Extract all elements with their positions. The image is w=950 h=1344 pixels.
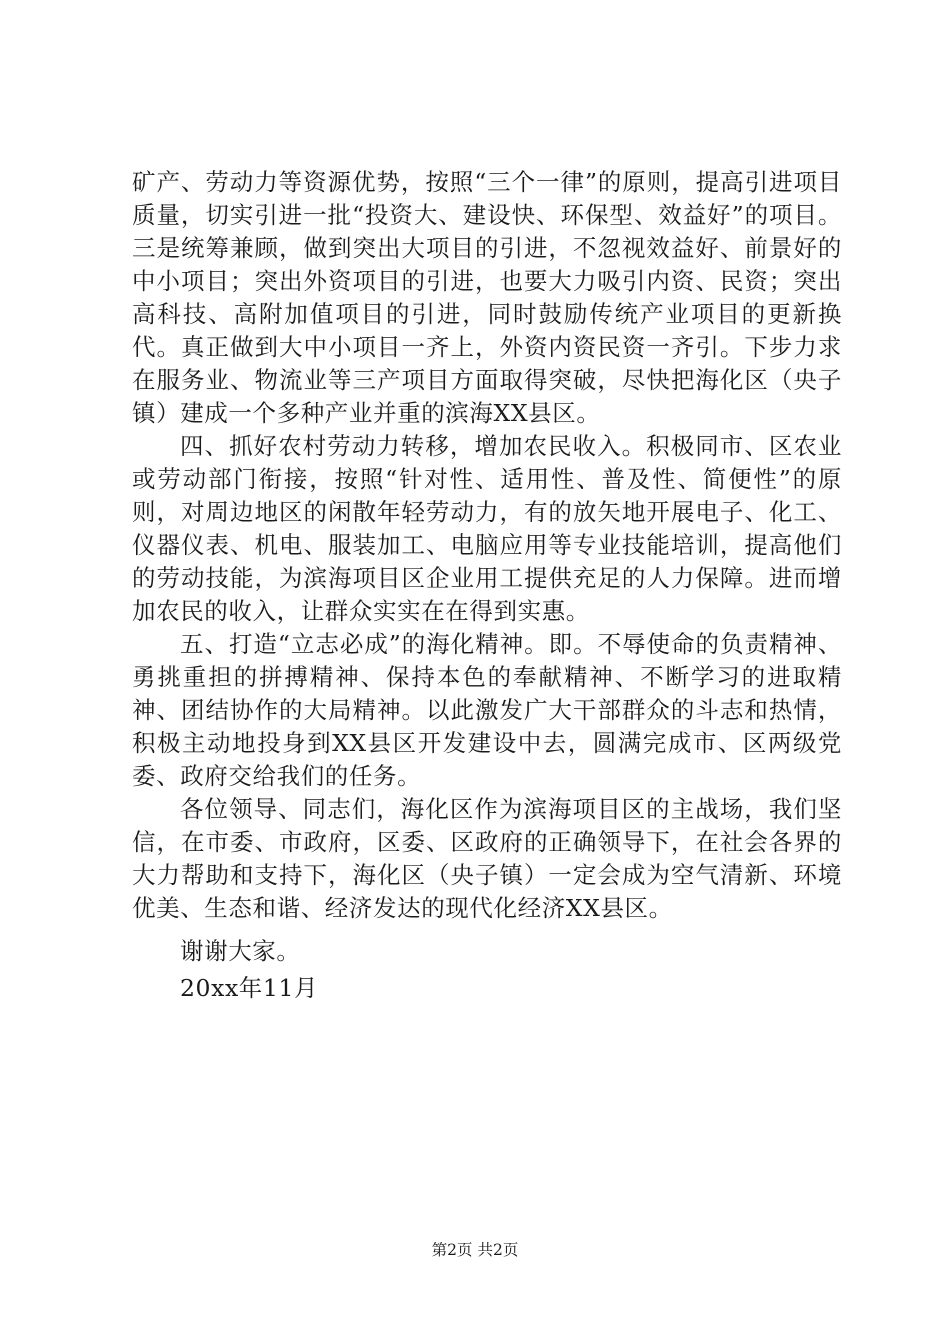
page-indicator: 第2页 共2页	[431, 1241, 519, 1259]
document-body	[132, 166, 842, 925]
document-date: 20xx年11月	[180, 974, 319, 1002]
closing-thanks: 谢谢大家。	[180, 937, 301, 965]
paragraph-conclusion: 各位领导、同志们，海化区作为滨海项目区的主战场，我们坚信，在市委、市政府，区委、区政府的正确领导下，在社会各界的大力帮助和支持下，海化区（央子镇）一定会成为空气清新、环境优美、生态和谐、经济发达的现代化经济XX县区。	[132, 795, 842, 922]
closing-block	[180, 933, 318, 1007]
paragraph-section-four: 四、抓好农村劳动力转移，增加农民收入。积极同市、区农业或劳动部门衔接，按照“针对性、适用性、普及性、简便性”的原则，对周边地区的闲散年轻劳动力，有的放矢地开展电子、化工、仪器仪表、机电、服装加工、电脑应用等专业技能培训，提高他们的劳动技能，为滨海项目区企业用工提供充足的人力保障。进而增加农民的收入，让群众实实在在得到实惠。	[132, 432, 842, 625]
paragraph-section-five: 五、打造“立志必成”的海化精神。即。不辱使命的负责精神、勇挑重担的拼搏精神、保持本色的奉献精神、不断学习的进取精神、团结协作的大局精神。以此激发广大干部群众的斗志和热情，积极主动地投身到XX县区开发建设中去，圆满完成市、区两级党委、政府交给我们的任务。	[132, 630, 842, 790]
page-footer	[0, 1240, 950, 1260]
paragraph-continuation: 矿产、劳动力等资源优势，按照“三个一律”的原则，提高引进项目质量，切实引进一批“投资大、建设快、环保型、效益好”的项目。三是统筹兼顾，做到突出大项目的引进，不忽视效益好、前景好的中小项目；突出外资项目的引进，也要大力吸引内资、民资；突出高科技、高附加值项目的引进，同时鼓励传统产业项目的更新换代。真正做到大中小项目一齐上，外资内资民资一齐引。下步力求在服务业、物流业等三产项目方面取得突破，尽快把海化区（央子镇）建成一个多种产业并重的滨海XX县区。	[132, 168, 842, 427]
